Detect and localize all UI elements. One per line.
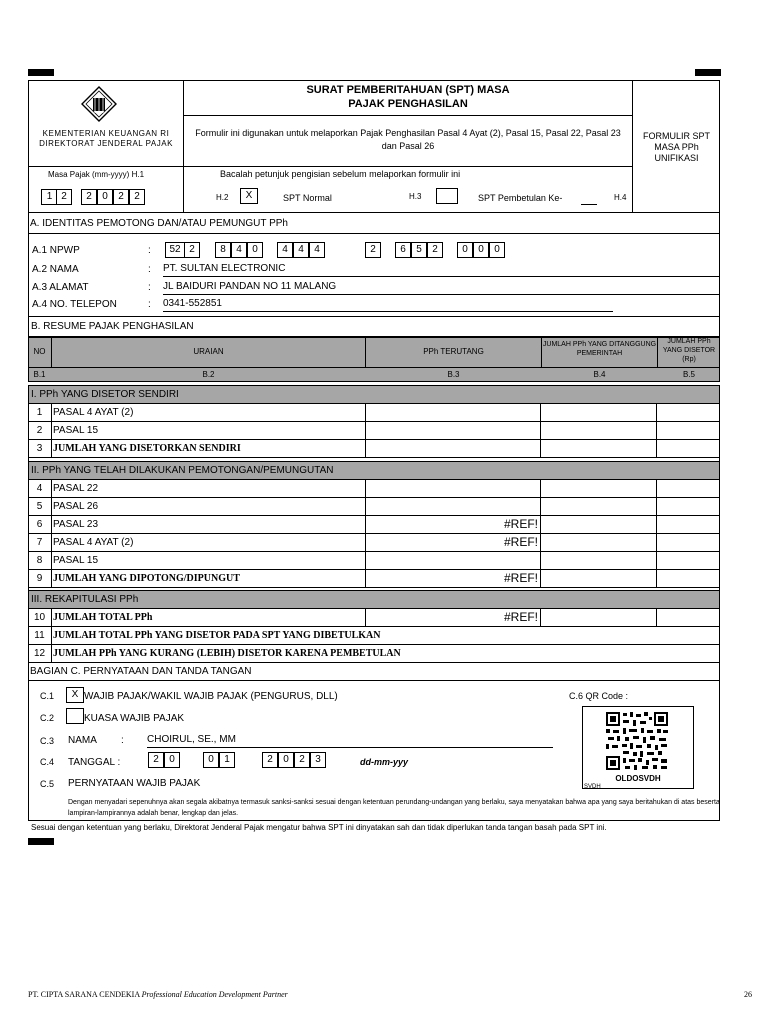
tanggal-label: TANGGAL : xyxy=(68,757,121,768)
npwp-digit[interactable]: 4 xyxy=(277,242,293,258)
row-uraian: PASAL 22 xyxy=(53,483,99,494)
row-uraian: JUMLAH YANG DIPOTONG/DIPUNGUT xyxy=(53,573,240,584)
table-row xyxy=(28,534,720,552)
row-uraian: PASAL 26 xyxy=(53,501,99,512)
masa-digit[interactable]: 2 xyxy=(56,189,72,205)
npwp-digit[interactable]: 0 xyxy=(457,242,473,258)
col-pph-terutang: PPh TERUTANG xyxy=(423,347,484,356)
masa-digit[interactable]: 0 xyxy=(97,189,113,205)
form-description: Formulir ini digunakan untuk melaporkan Pajak Penghasilan Pasal 4 Ayat (2), Pasal 15, Pasal 22, Pasal 23 dan Pasal 26 xyxy=(184,116,633,166)
corner-mark-top-right xyxy=(695,69,721,76)
page-number: 26 xyxy=(744,990,752,999)
c2-text: KUASA WAJIB PAJAK xyxy=(84,713,185,724)
instruction-text: Bacalah petunjuk pengisian sebelum melaporkan formulir ini xyxy=(220,169,461,179)
legal-note: Sesuai dengan ketentuan yang berlaku, Direktorat Jenderal Pajak mengatur bahwa SPT ini dinyatakan sah dan tidak diperlukan tanda tangan basah pada SPT ini. xyxy=(31,823,607,832)
row-ditanggung[interactable] xyxy=(541,516,657,533)
tanggal-digit[interactable]: 0 xyxy=(203,752,219,768)
row-pph-terutang[interactable] xyxy=(365,480,541,497)
masa-pajak-label: Masa Pajak (mm-yyyy) H.1 xyxy=(48,170,145,179)
row-no: 9 xyxy=(28,570,52,587)
row-pph-terutang[interactable] xyxy=(365,422,541,439)
npwp-label: A.1 NPWP xyxy=(32,245,80,256)
row-no: 4 xyxy=(28,480,52,497)
telepon-field[interactable]: 0341-552851 xyxy=(163,298,613,312)
corner-mark-top-left xyxy=(28,69,54,76)
tanggal-digit[interactable]: 2 xyxy=(262,752,278,768)
masa-digit[interactable]: 2 xyxy=(81,189,97,205)
table-row xyxy=(28,516,720,534)
qr-code-label: OLDOSVDH xyxy=(615,774,661,783)
row-ditanggung[interactable] xyxy=(541,609,657,626)
npwp-digit[interactable]: 52 xyxy=(165,242,185,258)
alamat-field[interactable]: JL BAIDURI PANDAN NO 11 MALANG xyxy=(163,281,720,295)
npwp-colon: : xyxy=(148,245,151,256)
tanggal-digit[interactable]: 2 xyxy=(294,752,310,768)
row-ditanggung[interactable] xyxy=(541,440,657,457)
group-3-title: III. REKAPITULASI PPh xyxy=(28,590,720,609)
table-row xyxy=(28,422,720,440)
h4-label: H.4 xyxy=(614,193,627,202)
masa-digit[interactable]: 2 xyxy=(113,189,129,205)
signer-name-colon: : xyxy=(121,735,124,746)
npwp-digit[interactable]: 4 xyxy=(309,242,325,258)
alamat-colon: : xyxy=(148,282,151,293)
code-b4: B.4 xyxy=(593,370,606,379)
code-b1: B.1 xyxy=(33,370,46,379)
nama-colon: : xyxy=(148,264,151,275)
masa-pajak-digits xyxy=(41,189,151,205)
table-row xyxy=(28,570,720,588)
tanggal-digits xyxy=(148,752,338,768)
form-name: FORMULIR SPT MASA PPh UNIFIKASI xyxy=(642,131,710,163)
table-row xyxy=(28,440,720,458)
c1-label: C.1 xyxy=(40,691,55,701)
npwp-digit[interactable]: 0 xyxy=(489,242,505,258)
nama-label: A.2 NAMA xyxy=(32,264,79,275)
code-b3: B.3 xyxy=(447,370,460,379)
c5-text: PERNYATAAN WAJIB PAJAK xyxy=(68,778,201,789)
row-pph-terutang[interactable]: #REF! xyxy=(365,516,541,533)
npwp-digit[interactable]: 4 xyxy=(231,242,247,258)
tanggal-digit[interactable]: 2 xyxy=(148,752,164,768)
qr-code xyxy=(605,711,669,771)
row-ditanggung[interactable] xyxy=(541,422,657,439)
row-pph-terutang[interactable]: #REF! xyxy=(365,534,541,551)
section-a-title: A. IDENTITAS PEMOTONG DAN/ATAU PEMUNGUT PPh xyxy=(28,214,720,234)
date-format-hint: dd-mm-yyy xyxy=(360,757,409,767)
ministry-name: KEMENTERIAN KEUANGAN RI DIREKTORAT JENDERAL PAJAK xyxy=(39,129,173,148)
row-uraian: JUMLAH TOTAL PPh YANG DISETOR PADA SPT YANG DIBETULKAN xyxy=(53,630,381,641)
row-no: 6 xyxy=(28,516,52,533)
npwp-digit[interactable]: 2 xyxy=(427,242,443,258)
corner-mark-bottom-left xyxy=(28,838,54,845)
code-b5: B.5 xyxy=(682,370,695,379)
row-uraian: PASAL 4 AYAT (2) xyxy=(53,537,134,548)
row-pph-terutang[interactable] xyxy=(365,498,541,515)
section-c-title: BAGIAN C. PERNYATAAN DAN TANDA TANGAN xyxy=(28,663,720,681)
row-no: 2 xyxy=(28,422,52,439)
c3-label: C.3 xyxy=(40,736,55,746)
masa-digit[interactable]: 2 xyxy=(129,189,145,205)
npwp-digit[interactable]: 0 xyxy=(473,242,489,258)
col-disetor: JUMLAH PPh YANG DISETOR (Rp) xyxy=(662,338,716,363)
row-ditanggung[interactable] xyxy=(541,552,657,569)
col-ditanggung: JUMLAH PPh YANG DITANGGUNG PEMERINTAH xyxy=(542,341,657,357)
telepon-colon: : xyxy=(148,299,151,310)
signer-name-field[interactable]: CHOIRUL, SE., MM xyxy=(147,734,553,748)
nama-field[interactable]: PT. SULTAN ELECTRONIC xyxy=(163,263,720,277)
alamat-label: A.3 ALAMAT xyxy=(32,282,89,293)
row-uraian: JUMLAH YANG DISETORKAN SENDIRI xyxy=(53,443,241,454)
row-uraian: PASAL 15 xyxy=(53,555,99,566)
footer-company: PT. CIPTA SARANA CENDEKIA Professional Education Development Partner xyxy=(28,990,288,999)
spt-pembetulan-label: SPT Pembetulan Ke- xyxy=(478,193,563,203)
npwp-digit[interactable]: 0 xyxy=(247,242,263,258)
tanggal-digit[interactable]: 0 xyxy=(164,752,180,768)
npwp-digits xyxy=(165,242,525,258)
c6-label: C.6 QR Code : xyxy=(569,691,629,701)
npwp-digit[interactable]: 4 xyxy=(293,242,309,258)
row-no: 12 xyxy=(28,645,52,662)
table-row xyxy=(28,609,720,627)
row-ditanggung[interactable] xyxy=(541,404,657,421)
row-ditanggung[interactable] xyxy=(541,480,657,497)
h2-label: H.2 xyxy=(216,193,229,202)
row-pph-terutang[interactable]: #REF! xyxy=(365,570,541,587)
row-no: 11 xyxy=(28,627,52,644)
table-row xyxy=(28,498,720,516)
spt-normal-checkbox[interactable]: X xyxy=(240,188,258,204)
row-pph-terutang[interactable] xyxy=(365,440,541,457)
table-row xyxy=(28,552,720,570)
col-uraian: URAIAN xyxy=(193,347,224,356)
declaration-statement: Dengan menyadari sepenuhnya akan segala akibatnya termasuk sanksi-sanksi sesuai dengan ketentuan perundang-undangan yang berlaku, saya menyatakan bahwa apa yang saya beritahukan di atas beserta lampiran-lampirannya adalah benar, lengkap dan jelas. xyxy=(68,799,720,817)
row-uraian: PASAL 15 xyxy=(53,425,99,436)
npwp-digit[interactable]: 5 xyxy=(411,242,427,258)
form-title: SURAT PEMBERITAHUAN (SPT) MASA PAJAK PENGHASILAN xyxy=(184,80,633,116)
row-no: 10 xyxy=(28,609,52,626)
c4-label: C.4 xyxy=(40,757,55,767)
row-pph-terutang[interactable]: #REF! xyxy=(365,609,541,626)
npwp-digit[interactable]: 2 xyxy=(365,242,381,258)
table-row xyxy=(28,645,720,663)
spt-pembetulan-checkbox[interactable] xyxy=(436,188,458,204)
npwp-digit[interactable]: 8 xyxy=(215,242,231,258)
row-no: 5 xyxy=(28,498,52,515)
row-uraian: JUMLAH PPh YANG KURANG (LEBIH) DISETOR KARENA PEMBETULAN xyxy=(53,648,401,659)
npwp-digit[interactable]: 6 xyxy=(395,242,411,258)
row-uraian: JUMLAH TOTAL PPh xyxy=(53,612,153,623)
h3-label: H.3 xyxy=(409,192,422,201)
table-row xyxy=(28,627,720,645)
row-no: 8 xyxy=(28,552,52,569)
spt-normal-label: SPT Normal xyxy=(283,193,332,203)
signer-name-label: NAMA xyxy=(68,735,97,746)
c5-label: C.5 xyxy=(40,779,55,789)
c2-label: C.2 xyxy=(40,713,55,723)
tanggal-digit[interactable]: 1 xyxy=(219,752,235,768)
telepon-label: A.4 NO. TELEPON xyxy=(32,299,117,310)
row-ditanggung[interactable] xyxy=(541,498,657,515)
row-uraian: PASAL 4 AYAT (2) xyxy=(53,407,134,418)
row-pph-terutang[interactable] xyxy=(365,404,541,421)
group-1-title: I. PPh YANG DISETOR SENDIRI xyxy=(28,385,720,404)
section-b-title: B. RESUME PAJAK PENGHASILAN xyxy=(28,317,720,337)
c1-text: WAJIB PAJAK/WAKIL WAJIB PAJAK (PENGURUS, DLL) xyxy=(84,691,338,702)
c2-checkbox[interactable] xyxy=(66,708,84,724)
row-uraian: PASAL 23 xyxy=(53,519,99,530)
npwp-digit[interactable]: 2 xyxy=(184,242,200,258)
row-no: 3 xyxy=(28,440,52,457)
row-pph-terutang[interactable] xyxy=(365,552,541,569)
tanggal-digit[interactable]: 0 xyxy=(278,752,294,768)
row-ditanggung[interactable] xyxy=(541,534,657,551)
group-2-title: II. PPh YANG TELAH DILAKUKAN PEMOTONGAN/PEMUNGUTAN xyxy=(28,461,720,480)
code-b2: B.2 xyxy=(202,370,215,379)
masa-digit[interactable]: 1 xyxy=(41,189,57,205)
pembetulan-blank[interactable] xyxy=(581,195,597,205)
row-ditanggung[interactable] xyxy=(541,570,657,587)
qr-code-small-label: SVDH xyxy=(584,784,601,790)
table-row xyxy=(28,480,720,498)
table-row xyxy=(28,404,720,422)
row-no: 1 xyxy=(28,404,52,421)
tanggal-digit[interactable]: 3 xyxy=(310,752,326,768)
row-no: 7 xyxy=(28,534,52,551)
col-no: NO xyxy=(33,347,46,356)
c1-checkbox[interactable]: X xyxy=(66,687,84,703)
